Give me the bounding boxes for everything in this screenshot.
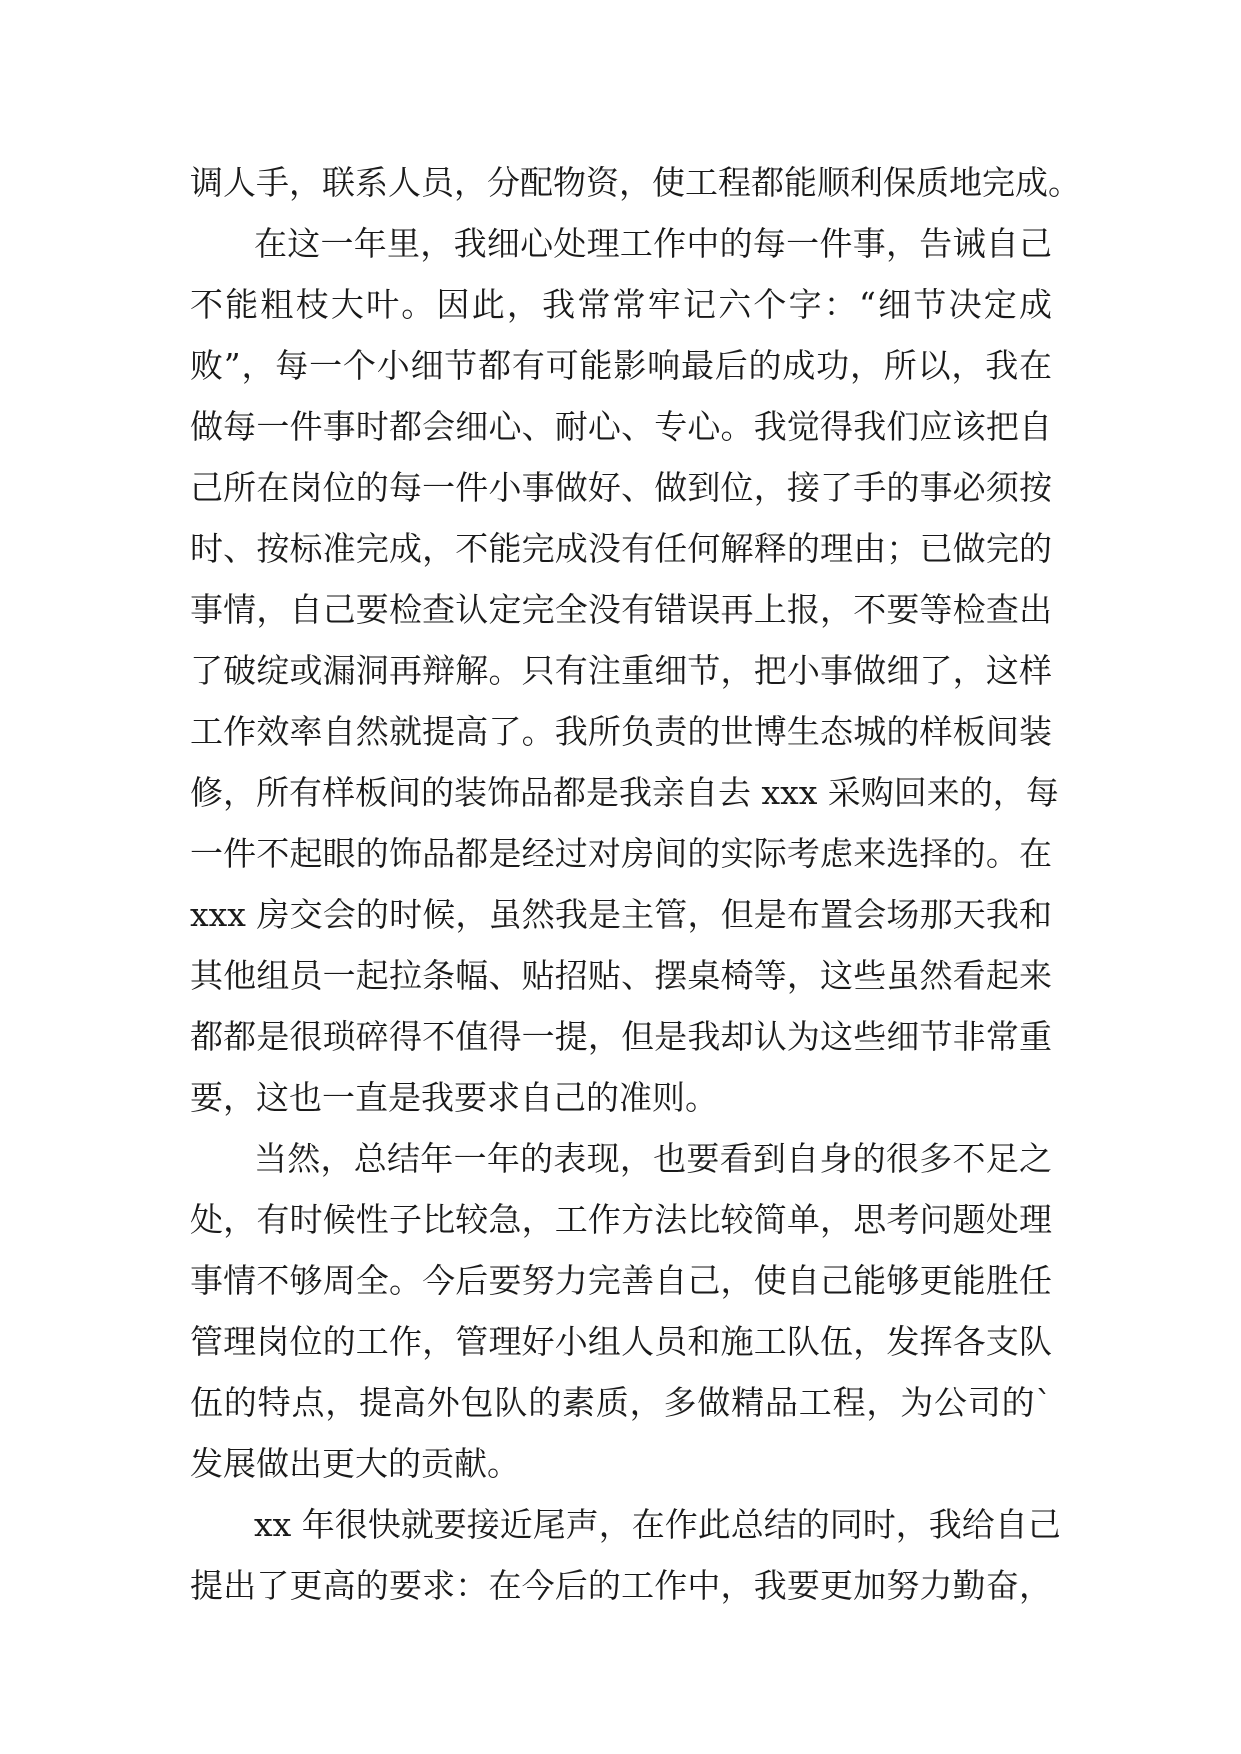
text-line: 其他组员一起拉条幅、贴招贴、摆桌椅等，这些虽然看起来 (190, 956, 1052, 995)
text-line: xx 年很快就要接近尾声，在作此总结的同时，我给自己 (254, 1505, 1061, 1544)
text-line: 事情不够周全。今后要努力完善自己，使自己能够更能胜任 (190, 1261, 1052, 1300)
text-line: 调人手，联系人员，分配物资，使工程都能顺利保质地完成。 (190, 163, 1081, 202)
text-line: xxx 房交会的时候，虽然我是主管，但是布置会场那天我和 (190, 895, 1052, 934)
text-line: 败”，每一个小细节都有可能影响最后的成功，所以，我在 (190, 346, 1052, 385)
text-line: 了破绽或漏洞再辩解。只有注重细节，把小事做细了，这样 (190, 651, 1052, 690)
text-line: 时、按标准完成，不能完成没有任何解释的理由；已做完的 (190, 529, 1052, 568)
text-line: 不能粗枝大叶。因此，我常常牢记六个字：“细节决定成 (190, 285, 1052, 324)
text-line: 要，这也一直是我要求自己的准则。 (190, 1078, 718, 1117)
text-line: 都都是很琐碎得不值得一提，但是我却认为这些细节非常重 (190, 1017, 1052, 1056)
text-line: 修，所有样板间的装饰品都是我亲自去 xxx 采购回来的，每 (190, 773, 1059, 812)
text-line: 己所在岗位的每一件小事做好、做到位，接了手的事必须按 (190, 468, 1052, 507)
text-line: 处，有时候性子比较急，工作方法比较简单，思考问题处理 (190, 1200, 1052, 1239)
text-line: 做每一件事时都会细心、耐心、专心。我觉得我们应该把自 (190, 407, 1052, 446)
text-line: 伍的特点，提高外包队的素质，多做精品工程，为公司的` (190, 1383, 1052, 1422)
text-line: 工作效率自然就提高了。我所负责的世博生态城的样板间装 (190, 712, 1052, 751)
document-body (190, 152, 1081, 1616)
text-line: 发展做出更大的贡献。 (190, 1444, 520, 1483)
text-line: 在这一年里，我细心处理工作中的每一件事，告诫自己 (254, 224, 1052, 263)
text-line: 提出了更高的要求：在今后的工作中，我要更加努力勤奋， (190, 1566, 1052, 1605)
text-line: 一件不起眼的饰品都是经过对房间的实际考虑来选择的。在 (190, 834, 1052, 873)
text-line: 事情，自己要检查认定完全没有错误再上报，不要等检查出 (190, 590, 1052, 629)
text-line: 当然，总结年一年的表现，也要看到自身的很多不足之 (254, 1139, 1052, 1178)
text-line: 管理岗位的工作，管理好小组人员和施工队伍，发挥各支队 (190, 1322, 1052, 1361)
